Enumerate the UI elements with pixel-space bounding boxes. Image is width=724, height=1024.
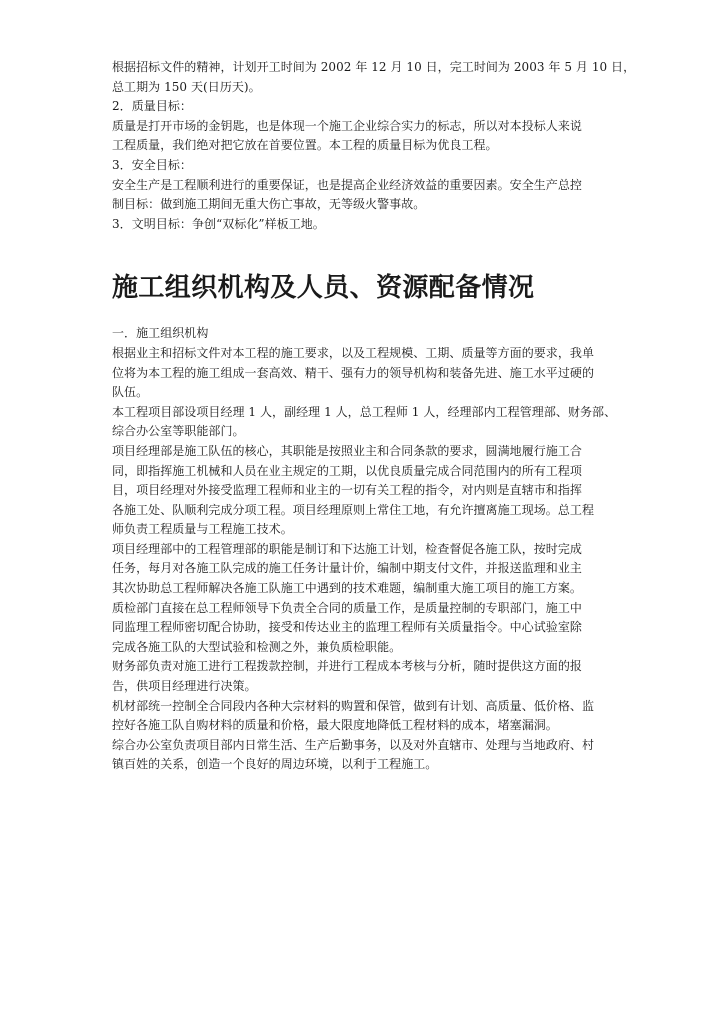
text-line: 任务，每月对各施工队完成的施工任务计量计价，编制中期支付文件，并报送监理和业主 <box>112 561 582 576</box>
document-page <box>112 58 636 775</box>
text-line: 同，即指挥施工机械和人员在业主规定的工期，以优良质量完成合同范围内的所有工程项 <box>112 463 582 478</box>
section-heading: 施工组织机构及人员、资源配备情况 <box>112 273 535 304</box>
intro-section <box>112 58 636 234</box>
text-line: 项目经理部是施工队伍的核心，其职能是按照业主和合同条款的要求，圆满地履行施工合 <box>112 443 582 458</box>
text-line: 其次协助总工程师解决各施工队施工中遇到的技术难题，编制重大施工项目的施工方案。 <box>112 581 582 596</box>
text-line: 目，项目经理对外接受监理工程师和业主的一切有关工程的指令，对内则是直辖市和指挥 <box>112 483 582 498</box>
organization-section <box>112 324 620 775</box>
text-line: 根据招标文件的精神，计划开工时间为 2002 年 12 月 10 日，完工时间为 2003 年 5 月 10 日， <box>112 60 636 74</box>
text-line: 综合办公室负责项目部内日常生活、生产后勤事务，以及对外直辖市、处理与当地政府、村 <box>112 737 595 752</box>
text-line: 财务部负责对施工进行工程拨款控制，并进行工程成本考核与分析，随时提供这方面的报 <box>112 659 582 674</box>
text-line: 镇百姓的关系，创造一个良好的周边环境，以利于工程施工。 <box>112 757 438 772</box>
text-line: 控好各施工队自购材料的质量和价格，最大限度地降低工程材料的成本，堵塞漏洞。 <box>112 718 558 733</box>
text-line: 告，供项目经理进行决策。 <box>112 679 257 694</box>
text-line: 3．文明目标：争创“双标化”样板工地。 <box>112 216 325 231</box>
text-line: 项目经理部中的工程管理部的职能是制订和下达施工计划，检查督促各施工队，按时完成 <box>112 541 582 556</box>
text-line: 工程质量，我们绝对把它放在首要位置。本工程的质量目标为优良工程。 <box>112 138 498 153</box>
text-line: 根据业主和招标文件对本工程的施工要求，以及工程规模、工期、质量等方面的要求，我单 <box>112 345 595 360</box>
text-line: 安全生产是工程顺利进行的重要保证，也是提高企业经济效益的重要因素。安全生产总控 <box>112 177 582 192</box>
text-line: 各施工处、队顺利完成分项工程。项目经理原则上常住工地，有允许擅离施工现场。总工程 <box>112 502 595 517</box>
text-line: 机材部统一控制全合同段内各种大宗材料的购置和保管，做到有计划、高质量、低价格、监 <box>112 698 595 713</box>
text-line: 本工程项目部设项目经理 1 人，副经理 1 人，总工程师 1 人，经理部内工程管理部、财务部、 <box>112 404 617 419</box>
text-line: 队伍。 <box>112 385 149 400</box>
subheading: 一．施工组织机构 <box>112 326 209 341</box>
text-line: 综合办公室等职能部门。 <box>112 424 245 439</box>
text-line: 3．安全目标： <box>112 157 192 172</box>
text-line: 质量是打开市场的金钥匙，也是体现一个施工企业综合实力的标志，所以对本投标人来说 <box>112 118 582 133</box>
text-line: 总工期为 150 天(日历天)。 <box>112 79 261 94</box>
text-line: 同监理工程师密切配合协助，接受和传达业主的监理工程师有关质量指令。中心试验室除 <box>112 620 582 635</box>
text-line: 制目标：做到施工期间无重大伤亡事故，无等级火警事故。 <box>112 197 426 212</box>
text-line: 位将为本工程的施工组成一套高效、精干、强有力的领导机构和装备先进、施工水平过硬的 <box>112 365 595 380</box>
text-line: 2．质量目标： <box>112 99 192 114</box>
text-line: 师负责工程质量与工程施工技术。 <box>112 522 293 537</box>
text-line: 完成各施工队的大型试验和检测之外，兼负质检职能。 <box>112 639 402 654</box>
text-line: 质检部门直接在总工程师领导下负责全合同的质量工作，是质量控制的专职部门，施工中 <box>112 600 582 615</box>
